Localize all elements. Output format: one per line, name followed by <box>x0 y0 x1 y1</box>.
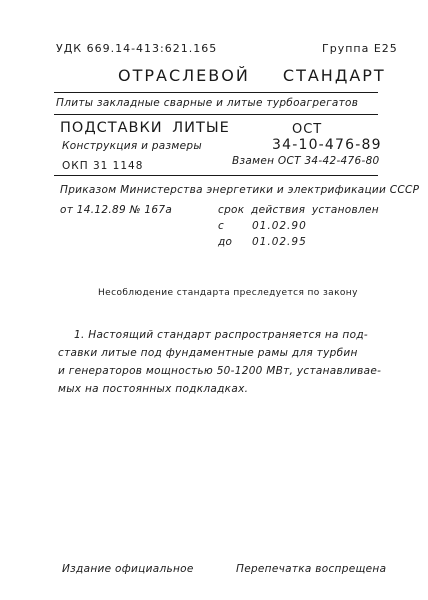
validity-label: срок действия установлен <box>218 204 379 216</box>
approval-ministry: Приказом Министерства энергетики и электрификации СССР <box>60 184 420 196</box>
ost-number: 34-10-476-89 <box>272 137 382 153</box>
subtitle-divider <box>54 114 378 115</box>
replaces-note: Взамен ОСТ 34-42-476-80 <box>232 155 380 167</box>
body-line-3: и генераторов мощностью 50-1200 МВт, устанавливае- <box>58 365 382 377</box>
body-line-2: ставки литые под фундаментные рамы для турбин <box>58 347 358 359</box>
body-line-4: мых на постоянных подкладках. <box>58 383 249 395</box>
valid-from-date: 01.02.90 <box>252 220 307 232</box>
valid-from-label: с <box>218 220 225 232</box>
body-line-1: 1. Настоящий стандарт распространяется на под- <box>74 329 368 341</box>
footer-reprint: Перепечатка воспрещена <box>236 563 387 575</box>
standard-title: ОТРАСЛЕВОЙ СТАНДАРТ <box>118 66 386 85</box>
udk-code: УДК 669.14-413:621.165 <box>56 42 218 55</box>
document-subtitle: Плиты закладные сварные и литые турбоагрегатов <box>56 97 359 109</box>
valid-to-date: 01.02.95 <box>252 236 307 248</box>
okp-code: ОКП 31 1148 <box>62 160 144 172</box>
product-divider <box>54 175 378 176</box>
product-kind: Конструкция и размеры <box>62 140 202 152</box>
group-code: Группа Е25 <box>322 42 398 55</box>
approval-order: от 14.12.89 № 167а <box>60 204 173 216</box>
valid-to-label: до <box>218 236 233 248</box>
legal-notice: Несоблюдение стандарта преследуется по закону <box>98 288 358 298</box>
footer-edition: Издание официальное <box>62 563 194 575</box>
product-name: ПОДСТАВКИ ЛИТЫЕ <box>60 120 230 136</box>
ost-label: ОСТ <box>292 122 323 137</box>
title-divider <box>54 92 378 93</box>
